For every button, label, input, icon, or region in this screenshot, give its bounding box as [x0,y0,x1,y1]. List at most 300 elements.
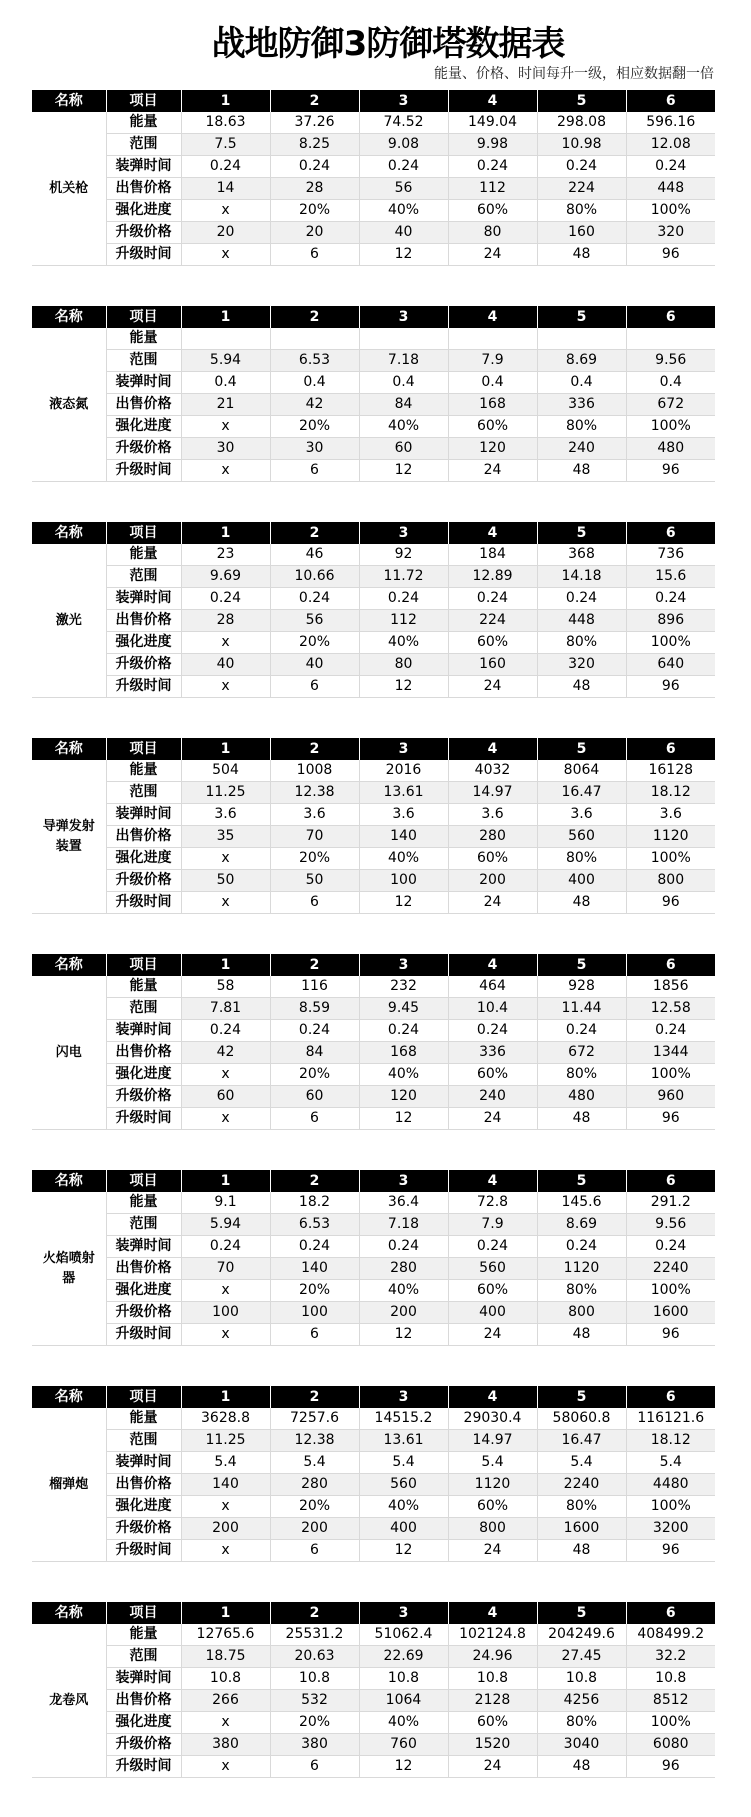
table-cell: 24 [448,1540,537,1562]
table-cell: 48 [537,676,626,698]
table-row [32,676,715,698]
table-row [32,372,715,394]
table-cell: 0.4 [537,372,626,394]
row-label: 范围 [106,998,181,1020]
table-cell: 12.38 [270,1430,359,1452]
table-cell: 6 [270,1324,359,1346]
tower-name: 机关枪 [32,112,106,266]
table-cell: 80% [537,1280,626,1302]
header-item: 项目 [106,90,181,112]
table-cell: 596.16 [626,112,715,134]
table-cell: 168 [359,1042,448,1064]
table-cell: 6 [270,1108,359,1130]
table-cell: 200 [270,1518,359,1540]
table-cell: 50 [181,870,270,892]
table-cell: 408499.2 [626,1624,715,1646]
table-cell: 24 [448,676,537,698]
table-row [32,244,715,266]
table-cell: 6 [270,460,359,482]
table-cell: 58 [181,976,270,998]
table-cell: 280 [359,1258,448,1280]
table-cell: 60 [270,1086,359,1108]
tower-table [32,954,715,1130]
row-label: 装弹时间 [106,372,181,394]
header-level-5: 5 [537,1170,626,1192]
table-cell: 25531.2 [270,1624,359,1646]
table-cell: 48 [537,1324,626,1346]
table-cell: 60% [448,1064,537,1086]
table-cell: 60 [181,1086,270,1108]
table-cell: 0.4 [448,372,537,394]
table-cell: 96 [626,1756,715,1778]
table-cell: 200 [181,1518,270,1540]
table-cell: 12 [359,1108,448,1130]
table-cell: 32.2 [626,1646,715,1668]
tower-name: 火焰喷射器 [32,1192,106,1346]
row-label: 装弹时间 [106,804,181,826]
table-row [32,654,715,676]
header-name: 名称 [32,1386,106,1408]
table-row [32,1734,715,1756]
table-cell: 12 [359,244,448,266]
table-cell: 800 [537,1302,626,1324]
header-level-1: 1 [181,522,270,544]
row-label: 范围 [106,1214,181,1236]
header-level-6: 6 [626,1170,715,1192]
table-cell: 24 [448,460,537,482]
table-cell: 145.6 [537,1192,626,1214]
header-level-1: 1 [181,306,270,328]
header-level-3: 3 [359,306,448,328]
table-cell: 112 [448,178,537,200]
header-level-2: 2 [270,738,359,760]
table-cell: 9.45 [359,998,448,1020]
table-cell: x [181,416,270,438]
table-cell: 6 [270,892,359,914]
table-cell: 0.24 [537,1236,626,1258]
table-cell: 4256 [537,1690,626,1712]
table-row [32,1690,715,1712]
table-cell: 60% [448,1496,537,1518]
table-cell: 10.66 [270,566,359,588]
table-row [32,1086,715,1108]
header-level-5: 5 [537,738,626,760]
tower-table [32,90,715,266]
table-cell: 1600 [537,1518,626,1540]
row-label: 能量 [106,1624,181,1646]
header-level-1: 1 [181,90,270,112]
row-label: 升级时间 [106,1756,181,1778]
header-level-6: 6 [626,1602,715,1624]
table-header-row [32,306,715,328]
table-header-row [32,954,715,976]
table-cell: 14 [181,178,270,200]
tower-table [32,1602,715,1778]
table-row [32,566,715,588]
table-cell: 224 [537,178,626,200]
table-cell: 200 [448,870,537,892]
table-cell: 40 [359,222,448,244]
table-cell: 116121.6 [626,1408,715,1430]
table-cell: 10.4 [448,998,537,1020]
header-item: 项目 [106,1386,181,1408]
table-cell: 9.08 [359,134,448,156]
table-cell: 11.44 [537,998,626,1020]
table-cell: 320 [537,654,626,676]
header-item: 项目 [106,1170,181,1192]
table-cell: 928 [537,976,626,998]
table-row [32,976,715,998]
header-level-5: 5 [537,90,626,112]
table-cell: 560 [537,826,626,848]
tower-name: 导弹发射装置 [32,760,106,914]
table-cell: 80% [537,416,626,438]
header-level-6: 6 [626,954,715,976]
table-cell: 7.5 [181,134,270,156]
table-cell: x [181,1540,270,1562]
table-row [32,1430,715,1452]
table-cell: 560 [359,1474,448,1496]
table-cell: 18.75 [181,1646,270,1668]
table-cell: 3.6 [359,804,448,826]
table-cell: 8064 [537,760,626,782]
table-header-row [32,738,715,760]
table-cell: 74.52 [359,112,448,134]
table-cell: 6080 [626,1734,715,1756]
table-cell: 18.63 [181,112,270,134]
tower-table-block-4 [32,738,715,914]
tower-name: 榴弹炮 [32,1408,106,1562]
table-row [32,632,715,654]
table-cell: 20% [270,1064,359,1086]
tower-table [32,306,715,482]
header-level-2: 2 [270,306,359,328]
table-row [32,760,715,782]
table-cell: 5.4 [537,1452,626,1474]
header-level-2: 2 [270,1602,359,1624]
table-row [32,1192,715,1214]
table-cell: 0.24 [448,156,537,178]
table-cell: 3.6 [448,804,537,826]
page-title: 战地防御3防御塔数据表 [211,24,565,64]
table-cell: 291.2 [626,1192,715,1214]
tower-name: 液态氮 [32,328,106,482]
table-row [32,892,715,914]
row-label: 装弹时间 [106,1668,181,1690]
table-cell: x [181,676,270,698]
table-cell: 80% [537,632,626,654]
table-cell: 896 [626,610,715,632]
table-cell: 10.8 [181,1668,270,1690]
table-cell: 40% [359,1064,448,1086]
table-cell: 10.8 [359,1668,448,1690]
table-row [32,156,715,178]
table-cell: 35 [181,826,270,848]
table-cell: 336 [537,394,626,416]
table-row [32,1756,715,1778]
table-cell: 0.24 [448,1020,537,1042]
table-row [32,1108,715,1130]
table-cell: 16.47 [537,782,626,804]
table-cell: 96 [626,676,715,698]
table-cell: 14.97 [448,782,537,804]
table-row [32,544,715,566]
table-cell: 30 [270,438,359,460]
table-row [32,1236,715,1258]
table-cell: 12 [359,1540,448,1562]
table-cell: 10.98 [537,134,626,156]
tower-name: 激光 [32,544,106,698]
table-row [32,1258,715,1280]
table-cell: 140 [181,1474,270,1496]
row-label: 装弹时间 [106,1020,181,1042]
table-cell: 0.24 [537,588,626,610]
table-cell: 15.6 [626,566,715,588]
header-level-4: 4 [448,1602,537,1624]
table-cell: 24 [448,1324,537,1346]
table-cell: 80% [537,200,626,222]
row-label: 强化进度 [106,1712,181,1734]
table-cell: 9.56 [626,1214,715,1236]
table-cell: 9.1 [181,1192,270,1214]
table-cell: 3200 [626,1518,715,1540]
table-cell: 20% [270,200,359,222]
table-cell: 48 [537,1540,626,1562]
table-cell: 12.38 [270,782,359,804]
table-cell: 280 [448,826,537,848]
table-cell: 8.25 [270,134,359,156]
table-row [32,112,715,134]
table-cell: 672 [626,394,715,416]
table-cell: 18.12 [626,1430,715,1452]
table-row [32,1302,715,1324]
table-cell: 12 [359,892,448,914]
row-label: 升级价格 [106,1518,181,1540]
table-row [32,438,715,460]
header-level-3: 3 [359,1602,448,1624]
table-cell [181,328,270,350]
table-cell: 51062.4 [359,1624,448,1646]
table-cell: 100% [626,1064,715,1086]
row-label: 能量 [106,976,181,998]
table-cell: 80% [537,1064,626,1086]
table-row [32,848,715,870]
row-label: 能量 [106,328,181,350]
table-cell: 20% [270,416,359,438]
header-level-6: 6 [626,1386,715,1408]
table-cell: 40% [359,848,448,870]
table-cell: 96 [626,460,715,482]
header-level-3: 3 [359,954,448,976]
table-cell: 10.8 [626,1668,715,1690]
table-cell: 116 [270,976,359,998]
header-level-5: 5 [537,954,626,976]
table-cell: 9.56 [626,350,715,372]
table-cell: 6 [270,1540,359,1562]
table-cell: 2240 [537,1474,626,1496]
table-row [32,1540,715,1562]
table-cell: 4480 [626,1474,715,1496]
table-cell: 50 [270,870,359,892]
table-cell: 1520 [448,1734,537,1756]
table-cell: 336 [448,1042,537,1064]
table-row [32,134,715,156]
table-cell: 18.12 [626,782,715,804]
table-cell: 10.8 [270,1668,359,1690]
table-cell: 464 [448,976,537,998]
table-cell: 5.4 [626,1452,715,1474]
tower-name: 龙卷风 [32,1624,106,1778]
table-row [32,416,715,438]
table-row [32,1042,715,1064]
header-item: 项目 [106,1602,181,1624]
header-name: 名称 [32,738,106,760]
table-cell: 240 [448,1086,537,1108]
table-cell [359,328,448,350]
table-cell: x [181,632,270,654]
table-row [32,870,715,892]
table-cell: 8.59 [270,998,359,1020]
header-level-3: 3 [359,522,448,544]
table-cell: 60% [448,416,537,438]
table-cell: 92 [359,544,448,566]
table-row [32,178,715,200]
table-row [32,782,715,804]
table-cell: 100 [181,1302,270,1324]
row-label: 范围 [106,566,181,588]
header-level-3: 3 [359,90,448,112]
table-cell: x [181,1756,270,1778]
table-cell: 3.6 [537,804,626,826]
header-name: 名称 [32,1602,106,1624]
table-header-row [32,1386,715,1408]
header-name: 名称 [32,522,106,544]
table-cell: 20% [270,1280,359,1302]
row-label: 出售价格 [106,178,181,200]
table-cell: 800 [448,1518,537,1540]
row-label: 装弹时间 [106,588,181,610]
table-cell: 0.24 [270,1236,359,1258]
table-cell: 8512 [626,1690,715,1712]
row-label: 升级价格 [106,1302,181,1324]
table-cell: 2240 [626,1258,715,1280]
header-level-4: 4 [448,1386,537,1408]
row-label: 出售价格 [106,1258,181,1280]
table-cell: 3.6 [270,804,359,826]
tower-table [32,738,715,914]
table-cell: 7.18 [359,1214,448,1236]
table-cell: 12 [359,1756,448,1778]
row-label: 能量 [106,1192,181,1214]
row-label: 能量 [106,112,181,134]
table-row [32,1496,715,1518]
table-cell: 11.25 [181,1430,270,1452]
table-cell: 60% [448,1280,537,1302]
table-cell: x [181,200,270,222]
tower-table [32,1170,715,1346]
table-row [32,1214,715,1236]
table-cell: x [181,460,270,482]
table-cell: 0.24 [626,156,715,178]
table-cell: 70 [181,1258,270,1280]
row-label: 出售价格 [106,826,181,848]
table-cell: x [181,1496,270,1518]
table-cell: 10.8 [537,1668,626,1690]
table-cell: 184 [448,544,537,566]
table-cell: 58060.8 [537,1408,626,1430]
row-label: 能量 [106,760,181,782]
table-cell: 16128 [626,760,715,782]
table-row [32,222,715,244]
row-label: 升级时间 [106,1108,181,1130]
table-cell: 298.08 [537,112,626,134]
table-cell: 30 [181,438,270,460]
table-cell: 100% [626,1280,715,1302]
table-cell: 560 [448,1258,537,1280]
table-cell: 20.63 [270,1646,359,1668]
header-level-2: 2 [270,90,359,112]
header-level-6: 6 [626,522,715,544]
header-level-5: 5 [537,1602,626,1624]
tower-table-block-6 [32,1170,715,1346]
table-cell: 480 [537,1086,626,1108]
table-cell: x [181,244,270,266]
table-cell: 20% [270,632,359,654]
table-cell: 9.98 [448,134,537,156]
table-cell: 3.6 [181,804,270,826]
table-cell: 2016 [359,760,448,782]
table-cell: 20% [270,1712,359,1734]
table-cell: 10.8 [448,1668,537,1690]
row-label: 升级价格 [106,1086,181,1108]
table-cell: 100% [626,1712,715,1734]
table-cell: 14.18 [537,566,626,588]
table-cell: x [181,892,270,914]
table-cell: 3628.8 [181,1408,270,1430]
table-cell: 504 [181,760,270,782]
row-label: 强化进度 [106,1496,181,1518]
table-cell: 40% [359,1280,448,1302]
row-label: 能量 [106,1408,181,1430]
table-row [32,1518,715,1540]
row-label: 强化进度 [106,848,181,870]
header-level-1: 1 [181,1170,270,1192]
table-cell: 80 [448,222,537,244]
table-cell: 5.4 [448,1452,537,1474]
table-cell: 6 [270,1756,359,1778]
table-cell: 24 [448,244,537,266]
table-cell: 0.24 [181,588,270,610]
table-cell: 448 [537,610,626,632]
table-cell: 204249.6 [537,1624,626,1646]
header-level-2: 2 [270,522,359,544]
table-cell: 0.24 [359,1236,448,1258]
table-cell: 80% [537,1712,626,1734]
row-label: 强化进度 [106,416,181,438]
table-cell: 5.4 [270,1452,359,1474]
table-cell: 37.26 [270,112,359,134]
table-cell: 0.4 [181,372,270,394]
table-cell: x [181,1280,270,1302]
table-cell: 380 [181,1734,270,1756]
table-cell: 266 [181,1690,270,1712]
table-cell: 1120 [626,826,715,848]
table-row [32,328,715,350]
table-cell: 5.94 [181,1214,270,1236]
table-row [32,804,715,826]
header-level-1: 1 [181,1386,270,1408]
table-cell: 96 [626,1108,715,1130]
